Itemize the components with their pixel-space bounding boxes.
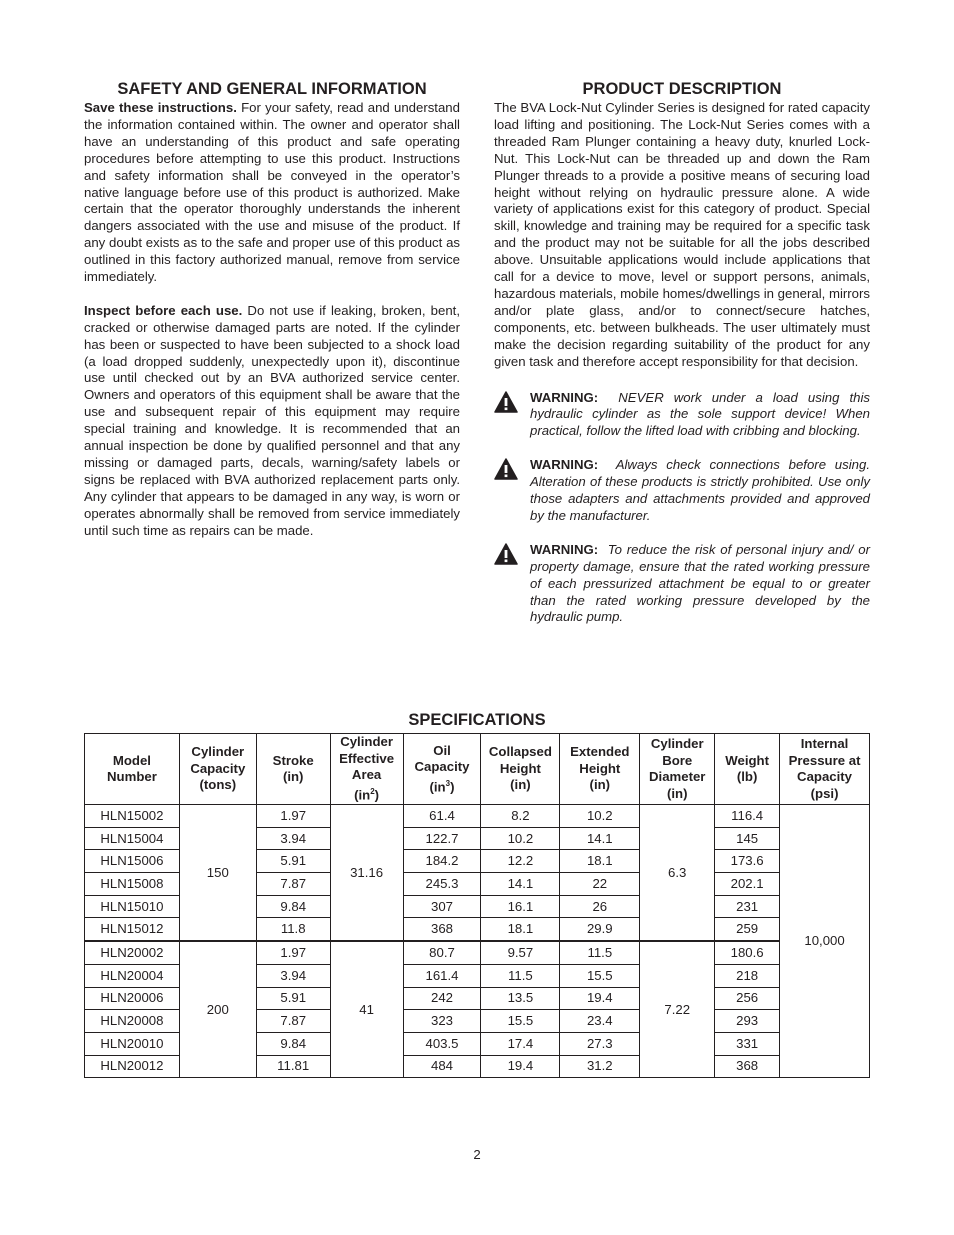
cell-collapsed: 18.1 — [481, 918, 560, 941]
cell-extended: 19.4 — [560, 987, 640, 1010]
cell-extended: 26 — [560, 895, 640, 918]
cell-model: HLN20002 — [85, 941, 180, 964]
header-pressure: Internal Pressure at Capacity (psi) — [780, 734, 870, 805]
warning-3-text: To reduce the risk of personal injury and/ or property damage, ensure that the rated working pressure of each pressurized attachment be equal to or greater than the rated working pressure developed by the hydraulic pump. — [530, 541, 870, 625]
cell-capacity: 200 — [179, 941, 256, 1078]
header-oil: Oil Capacity $(in^3)$ — [403, 734, 481, 805]
cell-capacity: 150 — [179, 805, 256, 942]
table-row — [85, 805, 870, 828]
cell-weight: 173.6 — [715, 850, 780, 873]
cell-collapsed: 19.4 — [481, 1055, 560, 1078]
cell-weight: 256 — [715, 987, 780, 1010]
cell-extended: 29.9 — [560, 918, 640, 941]
cell-stroke: 3.94 — [256, 964, 330, 987]
cell-oil: 245.3 — [403, 873, 481, 896]
cell-model: HLN20012 — [85, 1055, 180, 1078]
warning-2-text: Always check connections before using. Alteration of these products is strictly prohibited. Use only those adapters and attachments provided and approved by the manufacturer. — [530, 457, 871, 523]
page-number: 2 — [473, 1147, 481, 1162]
cell-stroke: 11.8 — [256, 918, 330, 941]
safety-title: SAFETY AND GENERAL INFORMATION — [117, 80, 427, 98]
cell-extended: 22 — [560, 873, 640, 896]
cell-weight: 331 — [715, 1032, 780, 1055]
cell-stroke: 3.94 — [256, 827, 330, 850]
cell-weight: 259 — [715, 918, 780, 941]
cell-stroke: 7.87 — [256, 1010, 330, 1033]
safety-section — [84, 80, 460, 540]
cell-oil: 161.4 — [403, 964, 481, 987]
cell-collapsed: 17.4 — [481, 1032, 560, 1055]
cell-extended: 31.2 — [560, 1055, 640, 1078]
warning-triangle-icon — [494, 458, 518, 480]
warning-2-label: WARNING: — [530, 457, 599, 473]
cell-bore: 6.3 — [640, 805, 715, 942]
cell-stroke: 5.91 — [256, 987, 330, 1010]
header-model: Model Number — [85, 734, 180, 805]
product-title: PRODUCT DESCRIPTION — [582, 80, 782, 98]
cell-extended: 27.3 — [560, 1032, 640, 1055]
cell-pressure: 10,000 — [780, 805, 870, 1078]
specifications-table — [84, 733, 870, 1078]
cell-weight: 202.1 — [715, 873, 780, 896]
cell-model: HLN15010 — [85, 895, 180, 918]
safety-p2-lead: Inspect before each use. — [84, 302, 243, 318]
cell-bore: 7.22 — [640, 941, 715, 1078]
cell-weight: 145 — [715, 827, 780, 850]
cell-weight: 180.6 — [715, 941, 780, 964]
cell-stroke: 1.97 — [256, 941, 330, 964]
cell-model: HLN20010 — [85, 1032, 180, 1055]
warning-triangle-icon — [494, 543, 518, 565]
cell-oil: 80.7 — [403, 941, 481, 964]
cell-weight: 218 — [715, 964, 780, 987]
cell-stroke: 11.81 — [256, 1055, 330, 1078]
warning-3-label: WARNING: — [530, 541, 599, 557]
cell-collapsed: 10.2 — [481, 827, 560, 850]
header-area: Cylinder Effective Area $(in^2)$ — [330, 734, 403, 805]
safety-paragraph-1 — [84, 100, 460, 286]
cell-weight: 231 — [715, 895, 780, 918]
cell-stroke: 9.84 — [256, 895, 330, 918]
cell-oil: 368 — [403, 918, 481, 941]
product-description: The BVA Lock-Nut Cylinder Series is designed for rated capacity load lifting and positioning. The Lock-Nut Series comes with a threaded Ram Plunger containing a heavy duty, knurled Lock-Nut. This Lock-Nut can be threaded up and down the Ram Plunger threads to a provide a positive means of securing load height without relying on hydraulic pressure alone. A wide variety of applications exist for this category of product. Special skill, knowledge and training may be required for a specific task and the product may not be suitable for all the jobs described above. Unsuitable applications would include applications that call for a device to move, level or support persons, animals, hazardous materials, mobile homes/dwellings in general, mirrors and/or plate glass, and/or to connect/secure hatches, components, etc. between bulkheads. The user ultimately must make the decision regarding suitability of the product for any given task and therefore accept responsibility for that decision. — [494, 100, 871, 369]
cell-extended: 15.5 — [560, 964, 640, 987]
product-section — [494, 80, 870, 626]
cell-stroke: 1.97 — [256, 805, 330, 828]
cell-extended: 23.4 — [560, 1010, 640, 1033]
cell-oil: 323 — [403, 1010, 481, 1033]
cell-oil: 122.7 — [403, 827, 481, 850]
cell-weight: 293 — [715, 1010, 780, 1033]
warning-2 — [494, 457, 870, 525]
cell-model: HLN15012 — [85, 918, 180, 941]
cell-model: HLN15008 — [85, 873, 180, 896]
warning-1 — [494, 390, 870, 441]
warning-1-label: WARNING: — [530, 389, 599, 405]
cell-extended: 18.1 — [560, 850, 640, 873]
cell-stroke: 5.91 — [256, 850, 330, 873]
cell-stroke: 7.87 — [256, 873, 330, 896]
warning-1-text: NEVER work under a load using this hydraulic cylinder as the sole support device! When practical, follow the lifted load with cribbing and blocking. — [530, 389, 871, 439]
cell-weight: 368 — [715, 1055, 780, 1078]
cell-oil: 61.4 — [403, 805, 481, 828]
cell-model: HLN15006 — [85, 850, 180, 873]
cell-oil: 184.2 — [403, 850, 481, 873]
warning-triangle-icon — [494, 391, 518, 413]
cell-extended: 11.5 — [560, 941, 640, 964]
cell-model: HLN20006 — [85, 987, 180, 1010]
cell-model: HLN20008 — [85, 1010, 180, 1033]
warning-3 — [494, 542, 870, 627]
cell-area: 41 — [330, 941, 403, 1078]
cell-oil: 484 — [403, 1055, 481, 1078]
specifications-title: SPECIFICATIONS — [408, 711, 546, 729]
cell-collapsed: 16.1 — [481, 895, 560, 918]
cell-oil: 307 — [403, 895, 481, 918]
safety-p2-body: Do not use if leaking, broken, bent, cracked or otherwise damaged parts are noted. If the cylinder has been or suspected to have been subjected to a shock load (a load dropped suddenly, unexpectedly upon it), discontinue use until checked out by an BVA authorized service center. Owners and operators of this equipment shall be aware that the use and subsequent repair of this equipment may require special training and knowledge. It is recommended that an annual inspection be done by qualified personnel and that any missing or damaged parts, decals, warning/safety labels or signs be replaced with BVA authorized replacement parts only. Any cylinder that appears to be damaged in any way, is worn or operates abnormally shall be removed from service immediately until such time as repairs can be made. — [84, 302, 460, 538]
cell-extended: 10.2 — [560, 805, 640, 828]
safety-p1-lead: Save these instructions. — [84, 100, 237, 115]
header-weight: Weight (lb) — [715, 734, 780, 805]
table-header-row — [85, 734, 870, 805]
table-row — [85, 941, 870, 964]
cell-model: HLN20004 — [85, 964, 180, 987]
cell-collapsed: 13.5 — [481, 987, 560, 1010]
cell-oil: 242 — [403, 987, 481, 1010]
header-capacity: Cylinder Capacity (tons) — [179, 734, 256, 805]
safety-paragraph-2 — [84, 303, 460, 540]
header-bore: Cylinder Bore Diameter (in) — [640, 734, 715, 805]
safety-p1-body: For your safety, read and understand the information contained within. The owner and operator shall have an understanding of this product and safe operating procedures before attempting to use this product. Instructions and safety information shall be conveyed in the operator’s native language before use of this product is authorized. Make certain that the operator thoroughly understands the inherent dangers associated with the use and misuse of the product. If any doubt exists as to the safe and proper use of this product as outlined in this factory authorized manual, remove from service immediately. — [84, 100, 460, 285]
cell-collapsed: 15.5 — [481, 1010, 560, 1033]
header-collapsed: Collapsed Height (in) — [481, 734, 560, 805]
cell-collapsed: 8.2 — [481, 805, 560, 828]
cell-extended: 14.1 — [560, 827, 640, 850]
cell-collapsed: 11.5 — [481, 964, 560, 987]
header-extended: Extended Height (in) — [560, 734, 640, 805]
cell-stroke: 9.84 — [256, 1032, 330, 1055]
cell-oil: 403.5 — [403, 1032, 481, 1055]
cell-collapsed: 9.57 — [481, 941, 560, 964]
cell-collapsed: 14.1 — [481, 873, 560, 896]
cell-collapsed: 12.2 — [481, 850, 560, 873]
cell-weight: 116.4 — [715, 805, 780, 828]
cell-model: HLN15002 — [85, 805, 180, 828]
cell-area: 31.16 — [330, 805, 403, 942]
cell-model: HLN15004 — [85, 827, 180, 850]
header-stroke: Stroke (in) — [256, 734, 330, 805]
